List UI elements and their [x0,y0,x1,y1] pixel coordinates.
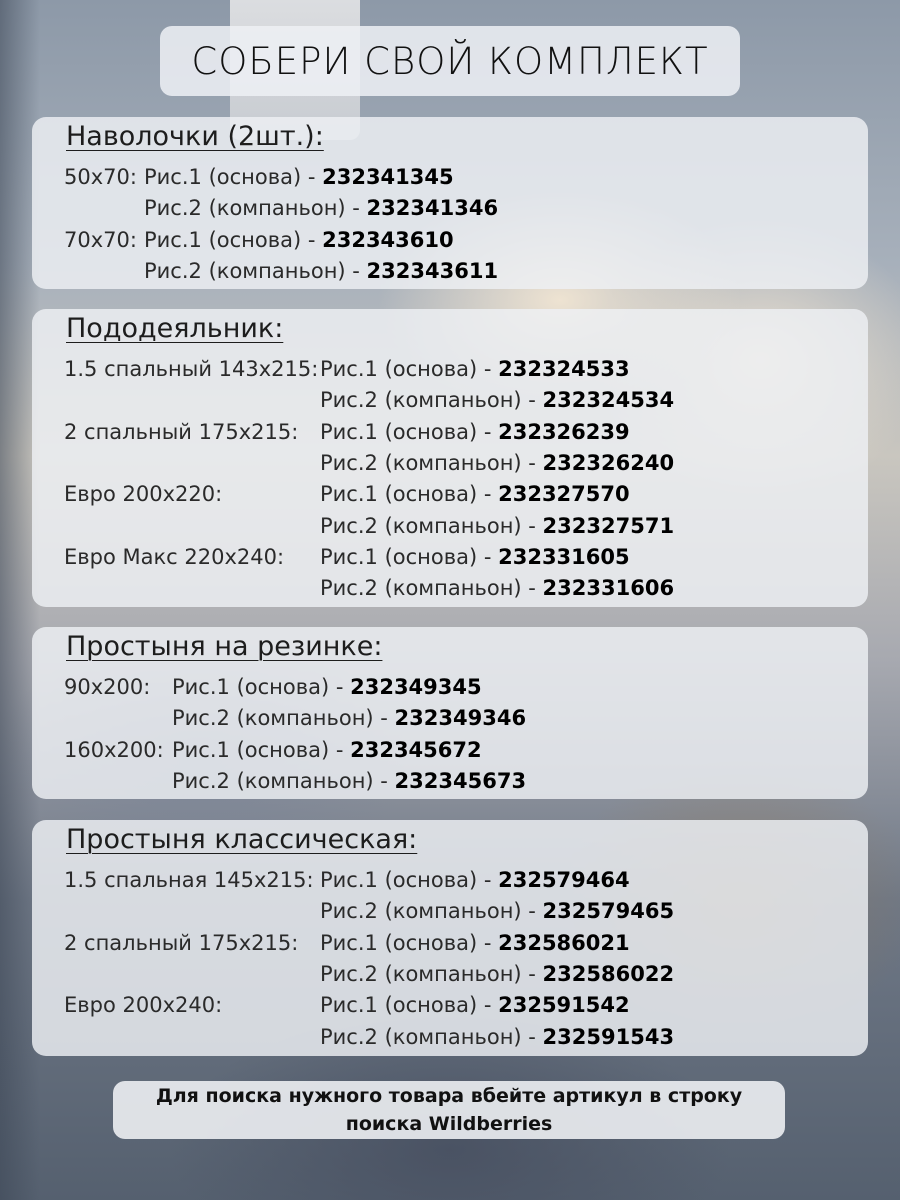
article-code: 232343610 [322,227,454,252]
pattern-text: Рис.1 (основа) - [144,165,323,189]
pattern-text: Рис.1 (основа) - [320,993,499,1018]
pattern-text: Рис.1 (основа) - [320,482,499,507]
article-row [32,896,868,926]
pattern-text: Рис.2 (компаньон) - [320,576,543,601]
pattern-text: Рис.1 (основа) - [320,868,499,892]
pattern-label [320,1022,674,1052]
article-row [32,385,868,415]
size-label: 1.5 спальный 143x215: [64,357,319,381]
pattern-label [320,573,674,603]
article-code: 232331605 [498,544,630,569]
pattern-label [144,193,498,223]
pattern-label [320,479,630,509]
section-title: Простыня на резинке: [66,631,383,662]
size-label: 50x70: [64,165,137,189]
article-code: 232591542 [498,993,630,1018]
article-code: 232324534 [542,388,675,413]
pattern-text: Рис.1 (основа) - [320,930,499,955]
article-row [32,865,868,895]
article-row [32,990,868,1020]
pattern-label [172,735,482,765]
pattern-label [320,511,674,541]
size-label: 160x200: [64,737,164,762]
article-row [32,959,868,989]
pattern-text: Рис.2 (компаньон) - [144,196,367,221]
pattern-label [144,225,454,255]
article-code: 232341345 [322,165,454,189]
section-title: Простыня классическая: [66,824,418,855]
size-label: Евро 200x220: [64,482,223,507]
size-label: 2 спальный 175x215: [64,419,299,444]
pattern-text: Рис.2 (компаньон) - [320,899,543,924]
section-fitted-sheet [32,627,868,799]
article-code: 232326240 [542,450,675,475]
article-code: 232341346 [366,196,499,221]
pattern-label [144,162,454,192]
pattern-text: Рис.1 (основа) - [172,675,351,699]
article-code: 232345672 [350,737,482,762]
pattern-text: Рис.1 (основа) - [320,544,499,569]
article-code: 232591543 [542,1024,675,1049]
pattern-text: Рис.1 (основа) - [320,357,499,381]
pattern-text: Рис.2 (компаньон) - [320,961,543,986]
pattern-text: Рис.2 (компаньон) - [320,1024,543,1049]
article-row [32,928,868,958]
pattern-text: Рис.2 (компаньон) - [172,706,395,731]
pattern-label [320,990,630,1020]
pattern-text: Рис.2 (компаньон) - [172,768,395,793]
page-title: СОБЕРИ СВОЙ КОМПЛЕКТ [191,39,709,83]
article-row [32,1022,868,1052]
section-duvet-cover [32,309,868,607]
article-code: 232349346 [394,706,527,731]
article-row [32,511,868,541]
pattern-text: Рис.2 (компаньон) - [320,388,543,413]
pattern-label [320,448,674,478]
article-code: 232579464 [498,868,630,892]
section-classic-sheet [32,820,868,1056]
article-row [32,766,868,796]
article-row [32,672,868,702]
size-label: 70x70: [64,227,137,252]
article-code: 232349345 [350,675,482,699]
pattern-label [172,766,526,796]
article-code: 232586021 [498,930,630,955]
article-code: 232345673 [394,768,527,793]
pattern-label [144,256,498,286]
pattern-text: Рис.1 (основа) - [172,737,351,762]
size-label: Евро Макс 220x240: [64,544,285,569]
article-code: 232326239 [498,419,630,444]
pattern-label [320,542,630,572]
pattern-label [320,417,630,447]
size-label: 2 спальный 175x215: [64,930,299,955]
pattern-label [320,865,630,895]
pattern-label [172,703,526,733]
pattern-text: Рис.2 (компаньон) - [320,513,543,538]
article-row [32,735,868,765]
article-code: 232331606 [542,576,675,601]
pattern-label [320,896,674,926]
article-row [32,479,868,509]
section-title: Наволочки (2шт.): [66,121,324,152]
pattern-label [320,354,630,384]
article-row [32,573,868,603]
pattern-text: Рис.2 (компаньон) - [320,450,543,475]
size-label: 1.5 спальная 145x215: [64,868,314,892]
footer-note-box [113,1081,785,1139]
title-banner [160,26,740,96]
article-row [32,256,868,286]
article-row [32,703,868,733]
article-row [32,193,868,223]
article-code: 232343611 [366,258,499,283]
article-row [32,417,868,447]
footer-note: Для поиска нужного товара вбейте артикул в строку поиска Wildberries [155,1085,743,1135]
pattern-label [172,672,482,702]
article-row [32,354,868,384]
article-code: 232324533 [498,357,630,381]
article-row [32,542,868,572]
pattern-label [320,385,674,415]
pattern-label [320,959,674,989]
section-pillowcases [32,117,868,289]
pattern-text: Рис.1 (основа) - [320,419,499,444]
article-row [32,162,868,192]
article-row [32,448,868,478]
article-code: 232327570 [498,482,630,507]
pattern-text: Рис.1 (основа) - [144,227,323,252]
pattern-label [320,928,630,958]
article-code: 232586022 [542,961,675,986]
pattern-text: Рис.2 (компаньон) - [144,258,367,283]
article-code: 232579465 [542,899,675,924]
article-code: 232327571 [542,513,675,538]
article-row [32,225,868,255]
size-label: Евро 200x240: [64,993,223,1018]
section-title: Пододеяльник: [66,313,284,344]
size-label: 90x200: [64,675,151,699]
